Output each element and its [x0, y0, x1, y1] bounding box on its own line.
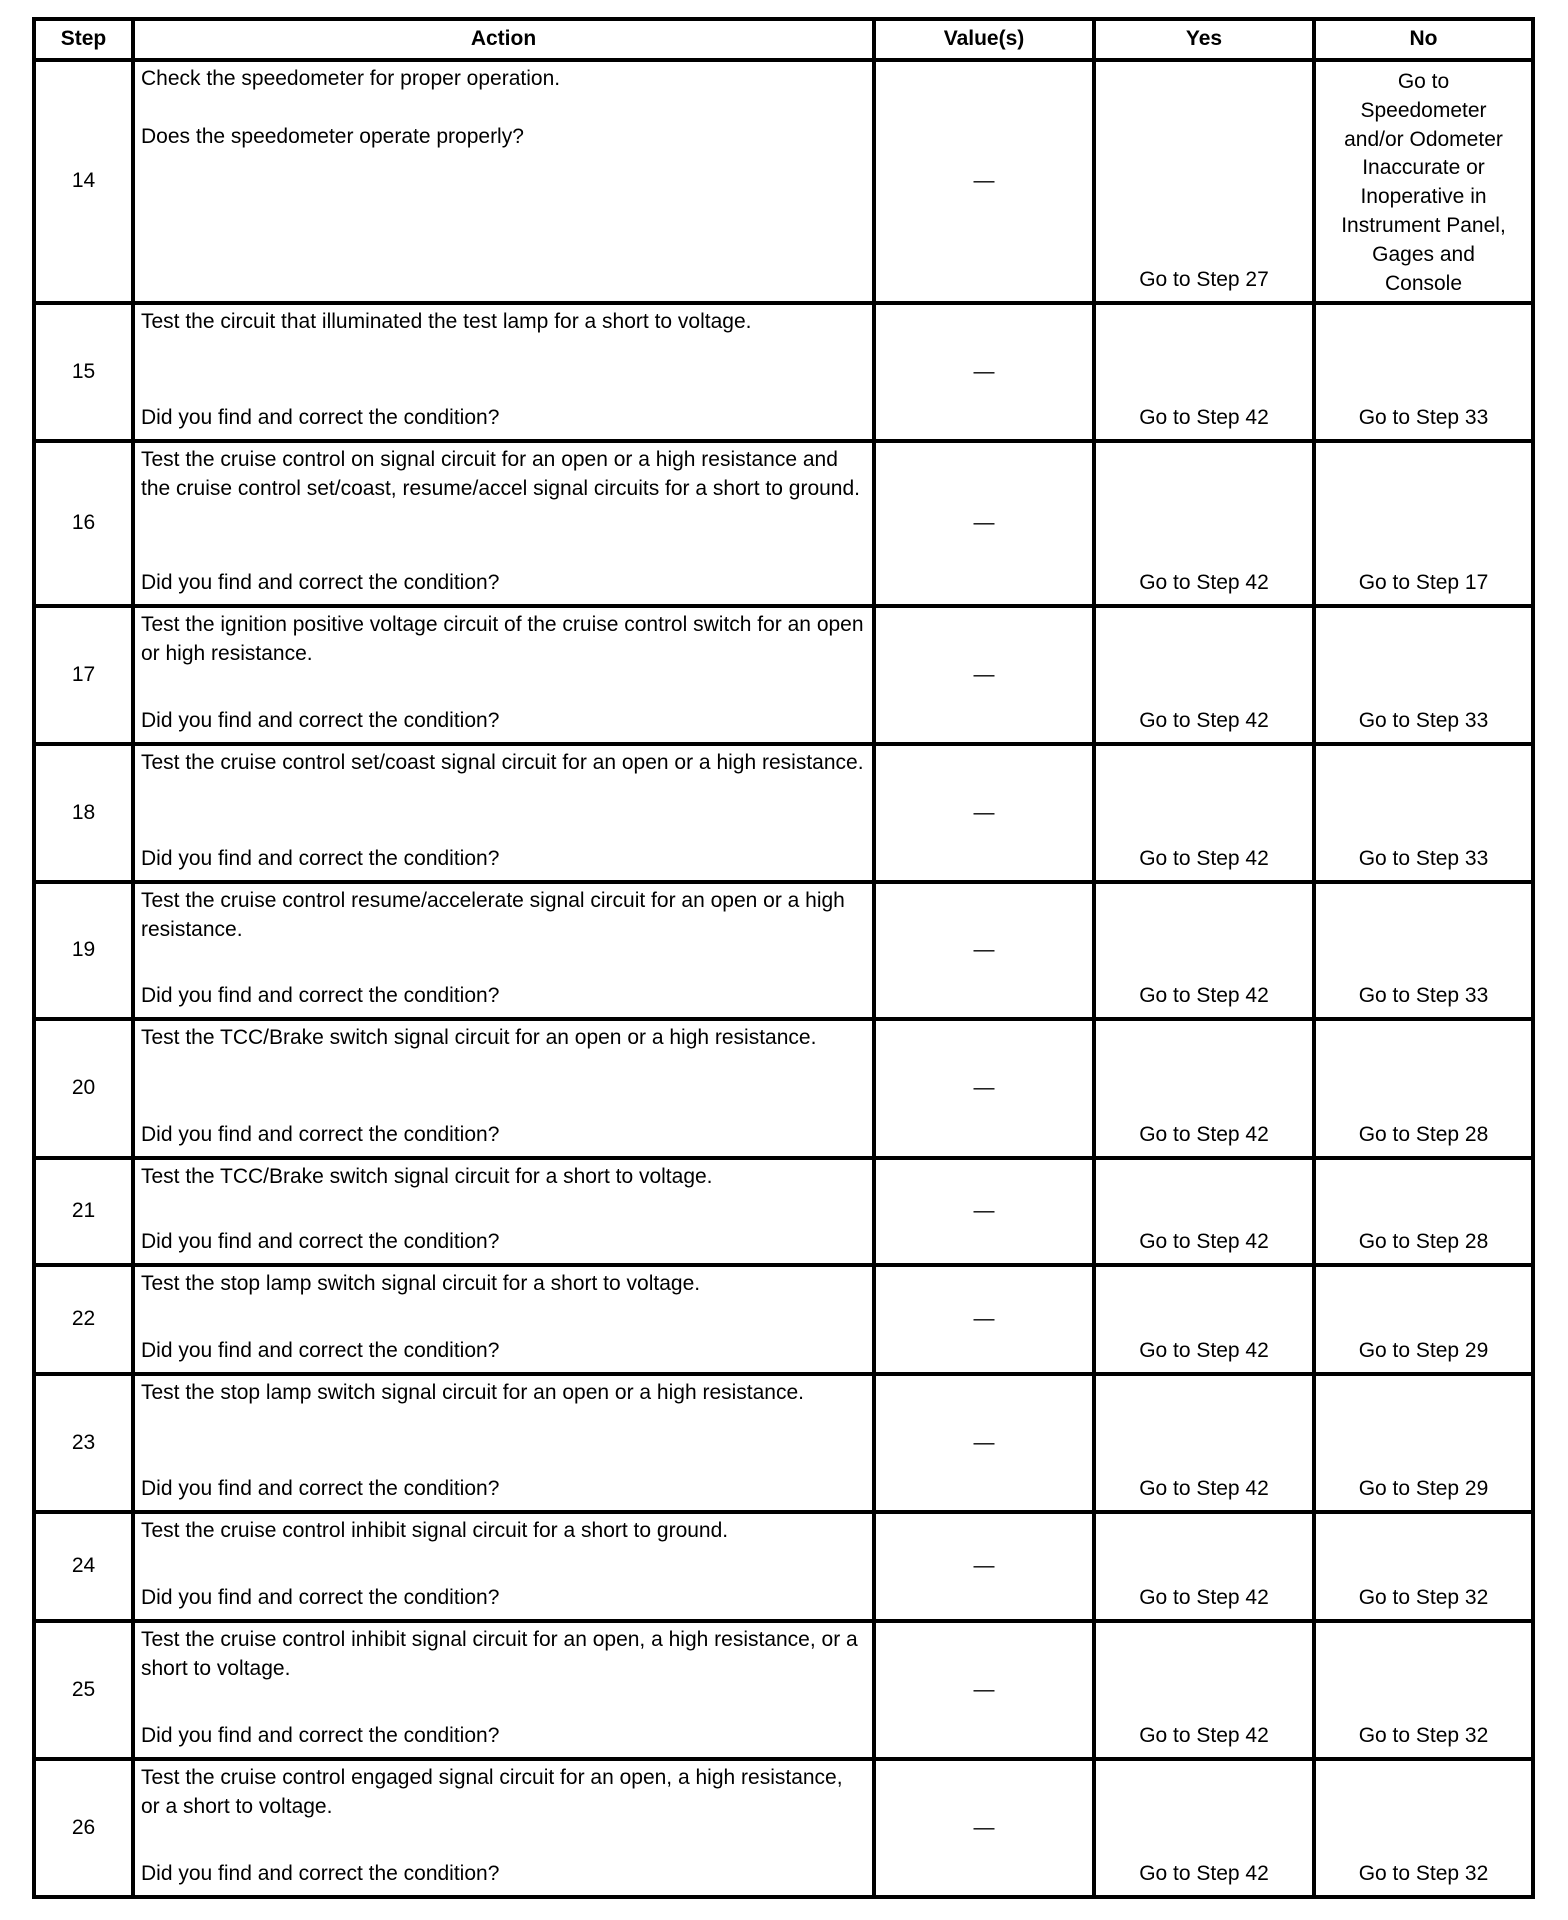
action-cell	[135, 1514, 872, 1619]
action-cell	[135, 1267, 872, 1372]
action-question: Did you find and correct the condition?	[141, 1477, 500, 1501]
action-cell	[135, 1021, 872, 1156]
value-cell: —	[876, 1761, 1092, 1895]
action-question: Did you find and correct the condition?	[141, 571, 500, 595]
value-cell: —	[876, 884, 1092, 1017]
action-question: Did you find and correct the condition?	[141, 1724, 500, 1748]
no-cell	[1316, 1160, 1531, 1263]
yes-cell	[1096, 1761, 1312, 1895]
yes-cell	[1096, 1160, 1312, 1263]
no-link[interactable]: Go to Step 33	[1358, 984, 1489, 1008]
header-action: Action	[135, 21, 872, 58]
action-cell	[135, 305, 872, 439]
yes-cell	[1096, 746, 1312, 880]
action-question: Does the speedometer operate properly?	[141, 124, 524, 148]
value-cell: —	[876, 305, 1092, 439]
no-cell	[1316, 1376, 1531, 1510]
no-cell	[1316, 305, 1531, 439]
action-question: Did you find and correct the condition?	[141, 1230, 500, 1254]
header-no: No	[1316, 21, 1531, 58]
action-description: Test the cruise control set/coast signal circuit for an open or a high resistance.	[141, 751, 864, 774]
action-question: Did you find and correct the condition?	[141, 1586, 500, 1610]
action-description: Test the stop lamp switch signal circuit for an open or a high resistance.	[141, 1381, 804, 1404]
step-number: 14	[36, 62, 131, 301]
action-description: Test the TCC/Brake switch signal circuit for a short to voltage.	[141, 1165, 713, 1188]
yes-link[interactable]: Go to Step 42	[1139, 984, 1269, 1008]
action-cell	[135, 608, 872, 742]
no-link-line[interactable]: Gages and	[1372, 242, 1475, 266]
action-description: Test the ignition positive voltage circuit of the cruise control switch for an open or high resistance.	[141, 613, 864, 665]
yes-link[interactable]: Go to Step 42	[1139, 1586, 1269, 1610]
header-values: Value(s)	[876, 21, 1092, 58]
value-cell: —	[876, 608, 1092, 742]
no-cell	[1316, 884, 1531, 1017]
step-number: 18	[36, 746, 131, 880]
yes-link[interactable]: Go to Step 42	[1139, 1230, 1269, 1254]
no-link[interactable]: Go to Step 33	[1358, 406, 1489, 430]
action-question: Did you find and correct the condition?	[141, 1862, 500, 1886]
step-number: 22	[36, 1267, 131, 1372]
no-link-line[interactable]: Inoperative in	[1360, 185, 1487, 209]
action-cell	[135, 746, 872, 880]
yes-link[interactable]: Go to Step 42	[1139, 406, 1269, 430]
no-link-line[interactable]: Instrument Panel,	[1341, 213, 1506, 237]
action-description: Test the cruise control inhibit signal circuit for an open, a high resistance, or a short to voltage.	[141, 1628, 858, 1680]
no-link[interactable]: Go to Step 33	[1358, 709, 1489, 733]
no-cell	[1316, 1514, 1531, 1619]
action-description: Check the speedometer for proper operation.	[141, 67, 561, 90]
action-cell	[135, 1761, 872, 1895]
action-description: Test the circuit that illuminated the test lamp for a short to voltage.	[141, 310, 752, 333]
no-cell	[1316, 62, 1531, 301]
no-link[interactable]: Go to Step 32	[1358, 1586, 1489, 1610]
no-cell	[1316, 746, 1531, 880]
action-description: Test the TCC/Brake switch signal circuit for an open or a high resistance.	[141, 1026, 817, 1049]
no-cell	[1316, 443, 1531, 604]
yes-cell	[1096, 62, 1312, 301]
header-yes: Yes	[1096, 21, 1312, 58]
value-cell: —	[876, 1160, 1092, 1263]
yes-cell	[1096, 1514, 1312, 1619]
action-description: Test the cruise control inhibit signal circuit for a short to ground.	[141, 1519, 729, 1542]
yes-link[interactable]: Go to Step 42	[1139, 709, 1269, 733]
yes-cell	[1096, 1267, 1312, 1372]
no-link-line[interactable]: Speedometer	[1360, 98, 1487, 122]
action-question: Did you find and correct the condition?	[141, 1339, 500, 1363]
action-question: Did you find and correct the condition?	[141, 709, 500, 733]
yes-link[interactable]: Go to Step 42	[1139, 571, 1269, 595]
no-link-line[interactable]: Go to	[1397, 70, 1450, 93]
no-link[interactable]: Go to Step 28	[1358, 1123, 1489, 1147]
no-link[interactable]: Go to Step 28	[1358, 1230, 1489, 1254]
no-link-line[interactable]: and/or Odometer	[1344, 127, 1503, 151]
value-cell: —	[876, 1376, 1092, 1510]
no-link-line[interactable]: Console	[1384, 271, 1463, 295]
step-number: 21	[36, 1160, 131, 1263]
value-cell: —	[876, 62, 1092, 301]
value-cell: —	[876, 443, 1092, 604]
yes-link[interactable]: Go to Step 27	[1139, 268, 1269, 292]
step-number: 24	[36, 1514, 131, 1619]
value-cell: —	[876, 1267, 1092, 1372]
no-link[interactable]: Go to Step 33	[1358, 847, 1489, 871]
action-description: Test the cruise control on signal circuit for an open or a high resistance and the cruise control set/coast, resume/accel signal circuits for a short to ground.	[141, 448, 860, 500]
no-cell	[1316, 608, 1531, 742]
yes-link[interactable]: Go to Step 42	[1139, 1123, 1269, 1147]
action-cell	[135, 884, 872, 1017]
yes-cell	[1096, 1021, 1312, 1156]
diagnostic-table	[32, 17, 1535, 1899]
action-cell	[135, 1160, 872, 1263]
step-number: 23	[36, 1376, 131, 1510]
yes-link[interactable]: Go to Step 42	[1139, 847, 1269, 871]
value-cell: —	[876, 1623, 1092, 1757]
yes-cell	[1096, 1623, 1312, 1757]
yes-link[interactable]: Go to Step 42	[1139, 1724, 1269, 1748]
value-cell: —	[876, 1514, 1092, 1619]
no-cell	[1316, 1761, 1531, 1895]
step-number: 17	[36, 608, 131, 742]
action-question: Did you find and correct the condition?	[141, 406, 500, 430]
yes-cell	[1096, 608, 1312, 742]
no-cell	[1316, 1267, 1531, 1372]
no-link[interactable]: Go to Step 32	[1358, 1724, 1489, 1748]
step-number: 19	[36, 884, 131, 1017]
yes-link[interactable]: Go to Step 42	[1139, 1477, 1269, 1501]
no-link-line[interactable]: Inaccurate or	[1362, 156, 1485, 180]
step-number: 25	[36, 1623, 131, 1757]
step-number: 26	[36, 1761, 131, 1895]
yes-cell	[1096, 305, 1312, 439]
yes-cell	[1096, 443, 1312, 604]
action-question: Did you find and correct the condition?	[141, 1123, 500, 1147]
action-description: Test the cruise control engaged signal circuit for an open, a high resistance, or a short to voltage.	[141, 1766, 843, 1818]
value-cell: —	[876, 1021, 1092, 1156]
action-cell	[135, 62, 872, 301]
step-number: 20	[36, 1021, 131, 1156]
action-question: Did you find and correct the condition?	[141, 847, 500, 871]
no-cell	[1316, 1021, 1531, 1156]
action-cell	[135, 443, 872, 604]
action-cell	[135, 1623, 872, 1757]
yes-link[interactable]: Go to Step 42	[1139, 1862, 1269, 1886]
no-link[interactable]: Go to Step 29	[1358, 1477, 1489, 1501]
action-question: Did you find and correct the condition?	[141, 984, 500, 1008]
action-description: Test the stop lamp switch signal circuit for a short to voltage.	[141, 1272, 701, 1295]
step-number: 16	[36, 443, 131, 604]
no-link[interactable]: Go to Step 17	[1358, 571, 1489, 595]
yes-link[interactable]: Go to Step 42	[1139, 1339, 1269, 1363]
action-description: Test the cruise control resume/accelerate signal circuit for an open or a high resistance.	[141, 889, 845, 941]
action-cell	[135, 1376, 872, 1510]
header-step: Step	[36, 21, 131, 58]
no-link[interactable]: Go to Step 32	[1358, 1862, 1489, 1886]
no-link[interactable]: Go to Step 29	[1358, 1339, 1489, 1363]
yes-cell	[1096, 1376, 1312, 1510]
yes-cell	[1096, 884, 1312, 1017]
step-number: 15	[36, 305, 131, 439]
value-cell: —	[876, 746, 1092, 880]
no-cell	[1316, 1623, 1531, 1757]
